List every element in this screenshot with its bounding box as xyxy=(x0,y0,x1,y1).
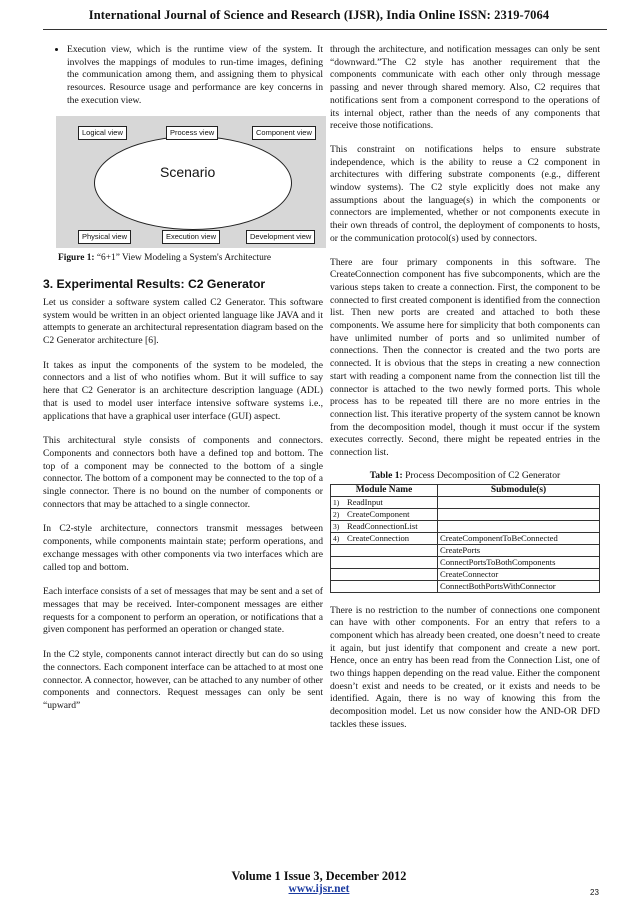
paragraph: through the architecture, and notification messages can only be sent “downward.”The C2 style has another requirement that the components communicate with each other only through message passing and never through shared memory. Also, C2 requires that notifications sent from a component correspond to the operations of its internal object, rather than the needs of any components that receive those notifications. xyxy=(330,44,600,132)
table-row: CreatePorts xyxy=(331,544,600,556)
paragraph: Let us consider a software system called C2 Generator. This software system would be written in an object oriented language like JAVA and it attempts to generate an architectural representation diagram based on the C2 Generator architecture [6]. xyxy=(43,296,323,347)
col-module-name: Module Name xyxy=(331,484,438,496)
decomposition-table xyxy=(330,484,600,593)
figure-caption: Figure 1: “6+1” View Modeling a System's Architecture xyxy=(58,252,272,263)
table-header-row xyxy=(331,484,600,496)
logical-view-box: Logical view xyxy=(78,126,127,140)
scenario-label: Scenario xyxy=(160,163,216,180)
physical-view-box: Physical view xyxy=(78,230,131,244)
component-view-box: Component view xyxy=(252,126,316,140)
scenario-oval xyxy=(94,136,292,230)
table-row: CreateConnector xyxy=(331,568,600,580)
paragraph: In the C2 style, components cannot interact directly but can do so using the connectors. Each component interface can be attached to at most one connector. A connector, however, can be attached to any number of other components and connectors. Request messages can only be sent “upward” xyxy=(43,649,323,711)
footer-issue: Volume 1 Issue 3, December 2012 xyxy=(231,869,407,883)
paragraph: This architectural style consists of components and connectors. Components and connectors both have a defined top and bottom. The top of a component may be connected to the bottom of a single connector. The bottom of a component may be connected to the top of a single connector. There is no bound on the number of components or connectors that may be attached to a single connector. xyxy=(43,435,323,510)
page-number: 23 xyxy=(590,888,599,897)
table-row: ConnectPortsToBothComponents xyxy=(331,556,600,568)
bullet-list xyxy=(43,44,323,108)
paragraph: There are four primary components in this software. The CreateConnection component has five subcomponents, which are the various steps taken to create a connection. First, the component to be connected to first created component is identified from the connection list. Then new ports are created and attached to both these components. We assume here for simplicity that both components can have unlimited number of ports and so unlimited number of connections. Then the connector is created and the two ports are connected. It is obvious that the steps in creating a new connection start with reading a component name from the connection list till the connector is attached to the two newly formed ports. This whole process has to be repeated till there are no more entries in the connection list. This iterative property of the system cannot be known from the decomposition model, though it must occur if the system executes correctly. Second, there might be repeated entries in the connection list. xyxy=(330,256,600,459)
left-column xyxy=(43,44,323,713)
table-row: 2) CreateComponent xyxy=(331,508,600,520)
journal-header: International Journal of Science and Research (IJSR), India Online ISSN: 2319-7064 xyxy=(88,8,550,22)
header-rule xyxy=(43,29,607,30)
section-heading: 3. Experimental Results: C2 Generator xyxy=(43,277,266,292)
col-submodules: Submodule(s) xyxy=(438,484,600,496)
right-column xyxy=(330,44,600,732)
table-row: ConnectBothPortsWithConnector xyxy=(331,580,600,592)
table-row: 4) CreateConnection CreateComponentToBeConnected xyxy=(331,532,600,544)
process-view-box: Process view xyxy=(166,126,218,140)
table-row: 3) ReadConnectionList xyxy=(331,520,600,532)
bullet-execution-view: • Execution view, which is the runtime view of the system. It involves the mappings of modules to run-time images, defining the communication among them, and assigning them to physical resources. Resource usage and performance are key concerns in the execution view. xyxy=(67,44,323,108)
development-view-box: Development view xyxy=(246,230,315,244)
paragraph: There is no restriction to the number of connections one component can have with other components. For an entry that refers to a component which has already been created, one doesn’t need to create it again, but just identify that component and create a new port. Hence, once an entry has been read from the Connection List, one of two things happen depending on the read value. Either the component doesn’t exist and needs to be created, or it exists and needs to be identified. Again, there is no way of knowing this from the decomposition model. Let us now consider how the AND-OR DFD tackles these issues. xyxy=(330,604,600,730)
paragraph: This constraint on notifications helps to ensure substrate independence, which is the ability to reuse a C2 component in architectures with differing substrate components (e.g., different window systems). The C2 style explicitly does not make any assumptions about the language(s) in which the components or connectors are implemented, whether or not components execute in their own threads of control, the deployment of components to hosts, or the communication protocol(s) used by connectors. xyxy=(330,143,600,244)
paragraph: It takes as input the components of the system to be modeled, the connectors and a list of who notifies whom. But it will suffice to say here that C2 Generator is an architecture description language (ADL) that is used to model user interface intensive software systems i.e., applications that have a graphical user interface (GUI) aspect. xyxy=(43,359,323,422)
footer-url-link[interactable]: www.ijsr.net xyxy=(288,883,350,895)
figure-6plus1-view xyxy=(56,116,326,248)
paragraph: In C2-style architecture, connectors transmit messages between components, while components maintain state; perform operations, and exchange messages with other components via two interfaces which are called top and bottom. xyxy=(43,523,323,573)
table-caption: Table 1: Process Decomposition of C2 Generator xyxy=(369,469,561,481)
paragraph: Each interface consists of a set of messages that may be sent and a set of messages that may be received. Inter-component messages are either requests for a component to perform an operation, or notifications that a given component has performed an operation or changed state. xyxy=(43,586,323,636)
table-row: 1) ReadInput xyxy=(331,496,600,508)
execution-view-box: Execution view xyxy=(162,230,220,244)
